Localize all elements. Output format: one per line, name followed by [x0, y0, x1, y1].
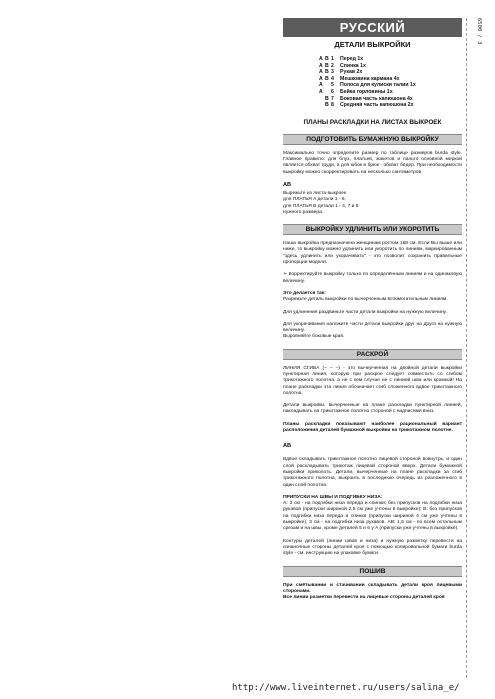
- lengthen-how: Для удлинения раздвиньте части детали выкройки на нужную величину.: [283, 309, 447, 315]
- ab-label-2: AB: [283, 443, 292, 450]
- pattern-piece-t: Рукав 2х: [340, 69, 363, 76]
- instructions-column: [283, 18, 462, 698]
- pattern-piece-t: Средняя часть капюшона 2х: [340, 102, 414, 109]
- shorten-how2: Выровняйте боковые края.: [283, 334, 345, 340]
- section-prepare: ПОДГОТОВИТЬ БУМАЖНУЮ ВЫКРОЙКУ: [283, 134, 462, 145]
- correct-text: ➣ Корректируйте выкройку только по определённым линиям и на одинаковую величину.: [283, 272, 462, 284]
- pattern-piece-b: B: [325, 102, 329, 109]
- pattern-piece-t: Перед 1х: [340, 56, 364, 62]
- pattern-piece-a: A: [319, 75, 323, 82]
- sewing-text-2: Все линии разметки перевести на лицевые стороны деталей кроя: [283, 595, 445, 601]
- pattern-piece-row: [319, 76, 462, 83]
- section-lengthen: ВЫКРОЙКУ УДЛИНИТЬ ИЛИ УКОРОТИТЬ: [283, 224, 462, 235]
- pattern-piece-n: 4: [331, 75, 334, 82]
- section-sewing: ПОШИВ: [283, 566, 462, 577]
- howto-text: Разрежьте деталь выкройки по вычерченным вспомогательным линиям.: [283, 297, 448, 303]
- howto-heading: Это делается так:: [283, 290, 326, 296]
- sheet-line-a: для ПЛАТЬЯ A детали 1 - 6,: [283, 197, 346, 203]
- pattern-piece-row: [319, 82, 462, 89]
- section-cutting: РАСКРОЙ: [283, 349, 462, 360]
- sheet-line-size: нужного размера.: [283, 209, 324, 215]
- plans-text: Планы раскладки показывают наиболее рациональный вариант расположения деталей бумажной выкройки на трикотажном полотне.: [283, 421, 462, 434]
- fold2-text: Вдвое складывать трикотажное полотно лицевой стороной вовнутрь, и один слой раскладывать трикотаж лицевой стороной вверх. Детали бумажной выкройки приколоть. Детали, вычерченные на плане раскладки за сгиб трикотажного полотна, выкроить в последнюю очередь из разложенного в один слой полотна.: [283, 457, 462, 488]
- pattern-piece-t: Боковая часть капюшона 4х: [340, 95, 413, 102]
- fold-text: ЛИНИЯ СГИБА (– – –) - это вычерченная на двойной детали выкройки пунктирная линия, которую при раскрое следует совместить со сгибом трикотажного полотна, а не с кем случае не с линией шва или кромкой! На плане раскладки эта линия обозначает сгиб сложенного вдвое трикотажного полотна.: [283, 365, 462, 396]
- sewing-text: При смётывании и стачивании складывать детали кроя лицевыми сторонами.: [283, 582, 462, 594]
- shorten-how: Для укорачивания наложите части детали выкройки друг на друга на нужную величину.: [283, 321, 462, 334]
- pattern-piece-b: B: [325, 95, 329, 102]
- allowances-heading: ПРИПУСКИ НА ШВЫ И ПОДГИБКУ НИЗА:: [283, 494, 383, 500]
- pattern-piece-n: 5: [331, 82, 334, 89]
- ab-label: AB: [283, 181, 292, 188]
- pattern-piece-b: B: [325, 62, 329, 69]
- pattern-piece-n: 3: [331, 69, 334, 76]
- contour-text: Контуры деталей (линии швов и низа) и нужную разметку перевести на изнаночные стороны деталей кроя с помощью копировальной бумаги burda style - см. инструкцию на упаковке бумаги.: [283, 538, 462, 557]
- sheet-line-b: для ПЛАТЬЯ B детали 1 - 4, 7 и 8: [283, 203, 359, 209]
- source-url[interactable]: http://www.liveinternet.ru/users/salina_e/: [232, 683, 460, 693]
- pattern-piece-row: [319, 96, 462, 103]
- pattern-piece-n: 8: [331, 102, 334, 109]
- lengthen-text: Наша выкройка предназначена женщинам ростом 168 см. Если Вы выше или ниже, то выкройку можно удлинить или укоротить по линиям, маркированным "здесь удлинить или укорачивать" - это позволит сохранить правильные пропорции модели.: [283, 241, 462, 266]
- pattern-piece-t: Мешковина кармана 4х: [340, 75, 400, 82]
- cut-line: [466, 18, 467, 678]
- pattern-piece-a: A: [319, 56, 323, 62]
- pattern-piece-n: 2: [331, 62, 334, 69]
- language-banner: РУССКИЙ: [283, 18, 462, 37]
- pattern-piece-row: [319, 89, 462, 96]
- pattern-piece-a: A: [319, 82, 323, 89]
- pattern-piece-n: 6: [331, 88, 334, 95]
- pattern-piece-n: 1: [331, 56, 334, 62]
- pattern-piece-t: Спинка 1х: [340, 62, 366, 69]
- pattern-piece-b: B: [325, 69, 329, 76]
- side-code: 6500 / 3: [476, 18, 482, 45]
- pieces-text: Детали выкройки, вычерченные на плане раскладки пунктирной линией, накладывать на трикотажное полотно стороной с надписями вниз.: [283, 403, 462, 415]
- prepare-text: Максимально точно определите размер по таблице размеров burda style. Главное правило: для блуз, платьев, жакетов и пальто основной меркой является обхват груди, а для юбок и брюк - обхват бёдер. При необходимости выкройку можно скорректировать на несколько сантиметров.: [283, 150, 462, 175]
- sheet-text: [283, 191, 462, 216]
- pattern-piece-n: 7: [331, 95, 334, 102]
- pattern-piece-t: Бейка горловины 1х: [340, 88, 393, 95]
- pattern-piece-a: A: [319, 88, 323, 95]
- pattern-piece-row: [319, 63, 462, 70]
- layout-heading: ПЛАНЫ РАСКЛАДКИ НА ЛИСТАХ ВЫКРОЕК: [303, 118, 442, 126]
- pattern-piece-a: A: [319, 62, 323, 69]
- pattern-piece-row: [319, 56, 462, 63]
- pattern-pieces-list: [319, 56, 462, 109]
- pattern-piece-row: [319, 69, 462, 76]
- pattern-piece-a: A: [319, 69, 323, 76]
- sheet-line: Вырежьте из листа выкроек: [283, 190, 347, 196]
- pattern-piece-b: B: [325, 56, 329, 62]
- allowances-text: A: 3 см - на подгибки низа переда и спинки; без припусков на подгибки низа рукавов (припуски шириной 2,5 см уже учтены в выкройке); B: без припусков на подгибки низа переда и спинки (припуски шириной 4 см уже учтены в выкройке), 3 см - на подгибки низа рукавов. AB: 1,5 см - по всем остальным срезам и на швы, кроме деталей 5 и 6 у A (припуски уже учтены в выкройке).: [283, 501, 462, 532]
- page-title: ДЕТАЛИ ВЫКРОЙКИ: [334, 40, 411, 49]
- pattern-piece-t: Полоса для кулиски талии 1х: [340, 82, 416, 89]
- pattern-piece-b: B: [325, 75, 329, 82]
- pattern-piece-row: [319, 102, 462, 109]
